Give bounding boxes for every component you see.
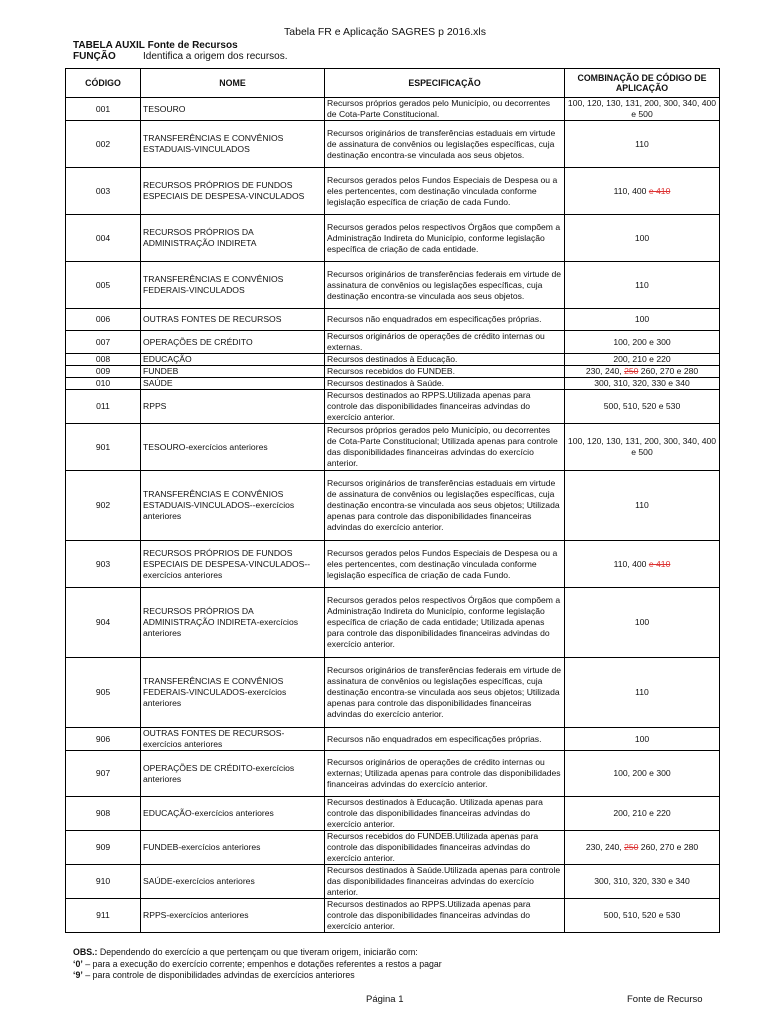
row-specification: Recursos originários de operações de crédito internas ou externas.	[325, 331, 565, 354]
row-specification: Recursos destinados à Saúde.Utilizada apenas para controle das disponibilidades financeiras advindas do exercício anterior.	[325, 865, 565, 899]
row-combination	[565, 331, 720, 354]
row-name: RECURSOS PRÓPRIOS DE FUNDOS ESPECIAIS DE DESPESA-VINCULADOS	[141, 168, 325, 215]
combination-text: 230, 240,	[585, 366, 625, 376]
struck-code: e 410	[648, 558, 671, 569]
header-table-label	[73, 40, 238, 51]
row-combination	[565, 390, 720, 424]
row-specification: Recursos não enquadrados em especificações próprias.	[325, 309, 565, 331]
row-name: TRANSFERÊNCIAS E CONVÊNIOS ESTADUAIS-VINCULADOS--exercícios anteriores	[141, 471, 325, 541]
row-code: 909	[66, 831, 141, 865]
table-row	[66, 215, 720, 262]
row-specification: Recursos gerados pelos Fundos Especiais de Despesa ou a eles pertencentes, com destinação vinculada conforme legislação específica de criação de cada Fundo.	[325, 541, 565, 588]
header-label-2: FUNÇÃO	[73, 51, 116, 62]
combination-text: 300, 310, 320, 330 e 340	[594, 876, 690, 886]
combination-text: 110	[635, 279, 649, 290]
row-specification: Recursos destinados à Educação. Utilizada apenas para controle das disponibilidades financeiras advindas do exercício anterior.	[325, 797, 565, 831]
combination-text-after: 260, 270 e 280	[638, 842, 699, 852]
note-text-0: – para a execução do exercício corrente; empenhos e dotações referentes a restos a pagar	[82, 958, 442, 969]
row-specification: Recursos destinados ao RPPS.Utilizada apenas para controle das disponibilidades financeiras advindas do exercício anterior.	[325, 390, 565, 424]
table-row	[66, 797, 720, 831]
row-specification: Recursos originários de transferências estaduais em virtude de assinatura de convênios ou legislações específicas, cuja destinação encontra-se vinculada aos seus objetos; Utilizada apenas para controle das disponibilidades financeiras advindas do exercício anterior.	[325, 471, 565, 541]
table-row	[66, 378, 720, 390]
row-specification: Recursos gerados pelos respectivos Órgãos que compõem a Administração Indireta do Município, conforme legislação específica de criação de cada entidade; Utilizada apenas para controle das disponibilidades financeiras advindas do exercício anterior.	[325, 588, 565, 658]
row-code: 911	[66, 899, 141, 933]
row-code: 006	[66, 309, 141, 331]
combination-text: 500, 510, 520 e 530	[603, 401, 681, 411]
row-code: 004	[66, 215, 141, 262]
table-row	[66, 751, 720, 797]
row-name: OUTRAS FONTES DE RECURSOS	[141, 309, 325, 331]
row-name: TESOURO	[141, 98, 325, 121]
row-name: RECURSOS PRÓPRIOS DA ADMINISTRAÇÃO INDIRETA	[141, 215, 325, 262]
combination-text: 100	[634, 617, 650, 627]
combination-text: 110	[635, 500, 649, 510]
table-row	[66, 390, 720, 424]
table-row	[66, 865, 720, 899]
combination-text: 100	[634, 733, 650, 744]
combination-text: 110	[635, 138, 649, 149]
combination-text: 100	[634, 232, 650, 243]
row-code: 003	[66, 168, 141, 215]
row-combination	[565, 797, 720, 831]
table-row	[66, 899, 720, 933]
table-row	[66, 424, 720, 471]
header-value-1: Fonte de Recursos	[147, 40, 238, 51]
row-code: 009	[66, 366, 141, 378]
struck-code: 250	[624, 366, 639, 376]
row-combination	[565, 471, 720, 541]
row-code: 903	[66, 541, 141, 588]
column-header-spec: ESPECIFICAÇÃO	[325, 69, 565, 98]
table-row	[66, 262, 720, 309]
row-name: TRANSFERÊNCIAS E CONVÊNIOS FEDERAIS-VINCULADOS-exercícios anteriores	[141, 658, 325, 728]
row-combination	[565, 168, 720, 215]
row-name: OUTRAS FONTES DE RECURSOS-exercícios anteriores	[141, 728, 325, 751]
note-text-9: – para controle de disponibilidades advindas de exercícios anteriores	[82, 970, 355, 980]
resource-table	[65, 68, 720, 933]
row-code: 910	[66, 865, 141, 899]
combination-text: 300, 310, 320, 330 e 340	[594, 378, 690, 388]
row-name: EDUCAÇÃO	[141, 354, 325, 366]
table-row	[66, 168, 720, 215]
table-header-row	[66, 69, 720, 98]
row-code: 010	[66, 378, 141, 390]
row-combination	[565, 831, 720, 865]
table-row	[66, 121, 720, 168]
struck-code: 250	[624, 842, 639, 852]
combination-text: 110, 400	[613, 185, 649, 196]
row-name: RECURSOS PRÓPRIOS DA ADMINISTRAÇÃO INDIRETA-exercícios anteriores	[141, 588, 325, 658]
row-code: 001	[66, 98, 141, 121]
row-combination	[565, 658, 720, 728]
combination-text: 100, 200 e 300	[613, 768, 671, 778]
notes	[73, 947, 442, 982]
row-code: 905	[66, 658, 141, 728]
row-code: 904	[66, 588, 141, 658]
table-row	[66, 309, 720, 331]
note-line-0	[73, 959, 442, 971]
combination-text: 100, 120, 130, 131, 200, 300, 340, 400 e 500	[567, 436, 717, 457]
row-specification: Recursos destinados ao RPPS.Utilizada apenas para controle das disponibilidades financeiras advindas do exercício anterior.	[325, 899, 565, 933]
row-combination	[565, 121, 720, 168]
row-name: SAÚDE-exercícios anteriores	[141, 865, 325, 899]
row-code: 906	[66, 728, 141, 751]
row-specification: Recursos recebidos do FUNDEB.	[325, 366, 565, 378]
row-code: 902	[66, 471, 141, 541]
row-name: SAÚDE	[141, 378, 325, 390]
row-combination	[565, 262, 720, 309]
combination-text: 500, 510, 520 e 530	[603, 910, 681, 920]
row-combination	[565, 98, 720, 121]
row-specification: Recursos gerados pelos Fundos Especiais de Despesa ou a eles pertencentes, com destinação vinculada conforme legislação específica de criação de cada Fundo.	[325, 168, 565, 215]
row-name: OPERAÇÕES DE CRÉDITO-exercícios anteriores	[141, 751, 325, 797]
row-name: OPERAÇÕES DE CRÉDITO	[141, 331, 325, 354]
row-combination	[565, 424, 720, 471]
row-combination	[565, 215, 720, 262]
column-header-combination: COMBINAÇÃO DE CÓDIGO DE APLICAÇÃO	[565, 69, 720, 98]
combination-text: 110, 400	[613, 558, 649, 569]
note-line-9	[73, 970, 442, 982]
row-specification: Recursos próprios gerados pelo Município, ou decorrentes de Cota-Parte Constitucional; Utilizada apenas para controle das disponibilidades financeiras advindas do exercício anterior.	[325, 424, 565, 471]
table-row	[66, 354, 720, 366]
row-specification: Recursos próprios gerados pelo Município, ou decorrentes de Cota-Parte Constitucional.	[325, 98, 565, 121]
row-combination	[565, 354, 720, 366]
row-specification: Recursos gerados pelos respectivos Órgãos que compõem a Administração Indireta do Município, conforme legislação específica de criação de cada entidade.	[325, 215, 565, 262]
row-specification: Recursos originários de operações de crédito internas ou externas; Utilizada apenas para controle das disponibilidades financeiras advindas do exercício anterior.	[325, 751, 565, 797]
combination-text: 100, 200 e 300	[613, 336, 671, 347]
row-combination	[565, 309, 720, 331]
struck-code: e 410	[648, 185, 671, 196]
combination-text: 200, 210 e 220	[613, 808, 671, 818]
row-combination	[565, 751, 720, 797]
combination-text: 100	[634, 314, 650, 324]
combination-text: 200, 210 e 220	[613, 354, 671, 364]
obs-label: OBS.:	[73, 947, 98, 957]
combination-text: 100, 120, 130, 131, 200, 300, 340, 400 e 500	[567, 98, 717, 119]
row-specification: Recursos originários de transferências estaduais em virtude de assinatura de convênios ou legislações específicas, cuja destinação encontra-se vinculada aos seus objetos.	[325, 121, 565, 168]
table-body	[66, 98, 720, 933]
note-code-0: ‘0’	[73, 958, 83, 969]
header-label-1: TABELA AUXIL	[73, 40, 145, 51]
header-value-2: Identifica a origem dos recursos.	[143, 51, 288, 62]
row-code: 005	[66, 262, 141, 309]
row-name: TRANSFERÊNCIAS E CONVÊNIOS FEDERAIS-VINCULADOS	[141, 262, 325, 309]
table-row	[66, 331, 720, 354]
row-code: 011	[66, 390, 141, 424]
row-name: FUNDEB-exercícios anteriores	[141, 831, 325, 865]
header-function	[73, 51, 373, 65]
row-combination	[565, 899, 720, 933]
row-specification: Recursos destinados à Saúde.	[325, 378, 565, 390]
table-row	[66, 588, 720, 658]
row-code: 007	[66, 331, 141, 354]
row-name: TRANSFERÊNCIAS E CONVÊNIOS ESTADUAIS-VINCULADOS	[141, 121, 325, 168]
combination-text: 110	[635, 687, 649, 697]
row-specification: Recursos não enquadrados em especificações próprias.	[325, 728, 565, 751]
row-name: FUNDEB	[141, 366, 325, 378]
row-specification: Recursos destinados à Educação.	[325, 354, 565, 366]
table-row	[66, 658, 720, 728]
row-combination	[565, 366, 720, 378]
document-title: Tabela FR e Aplicação SAGRES p 2016.xls	[284, 26, 486, 38]
column-header-name: NOME	[141, 69, 325, 98]
row-code: 907	[66, 751, 141, 797]
row-combination	[565, 865, 720, 899]
table-row	[66, 471, 720, 541]
row-code: 002	[66, 121, 141, 168]
obs-text: Dependendo do exercício a que pertençam ou que tiveram origem, iniciarão com:	[97, 947, 418, 957]
combination-text-after: 260, 270 e 280	[638, 366, 699, 376]
row-code: 901	[66, 424, 141, 471]
table-row	[66, 831, 720, 865]
row-specification: Recursos recebidos do FUNDEB.Utilizada apenas para controle das disponibilidades financeiras advindas do exercício anterior.	[325, 831, 565, 865]
table-row	[66, 541, 720, 588]
row-name: EDUCAÇÃO-exercícios anteriores	[141, 797, 325, 831]
table-row	[66, 366, 720, 378]
note-code-9: ‘9’	[73, 970, 83, 980]
row-name: RECURSOS PRÓPRIOS DE FUNDOS ESPECIAIS DE DESPESA-VINCULADOS--exercícios anteriores	[141, 541, 325, 588]
row-code: 908	[66, 797, 141, 831]
table-row	[66, 728, 720, 751]
row-specification: Recursos originários de transferências federais em virtude de assinatura de convênios ou legislações específicas, cuja destinação encontra-se vinculada aos seus objetos.	[325, 262, 565, 309]
row-name: RPPS-exercícios anteriores	[141, 899, 325, 933]
table-row	[66, 98, 720, 121]
row-combination	[565, 588, 720, 658]
obs-line	[73, 947, 442, 959]
row-name: RPPS	[141, 390, 325, 424]
row-specification: Recursos originários de transferências federais em virtude de assinatura de convênios ou legislações específicas, cuja destinação encontra-se vinculada aos seus objetos; Utilizada apenas para controle das disponibilidades financeiras advindas do exercício anterior.	[325, 658, 565, 728]
column-header-code: CÓDIGO	[66, 69, 141, 98]
sheet-name: Fonte de Recurso	[627, 994, 703, 1005]
page-number: Página 1	[366, 994, 404, 1005]
row-code: 008	[66, 354, 141, 366]
row-combination	[565, 378, 720, 390]
combination-text: 230, 240,	[585, 842, 625, 852]
row-combination	[565, 728, 720, 751]
row-combination	[565, 541, 720, 588]
row-name: TESOURO-exercícios anteriores	[141, 424, 325, 471]
